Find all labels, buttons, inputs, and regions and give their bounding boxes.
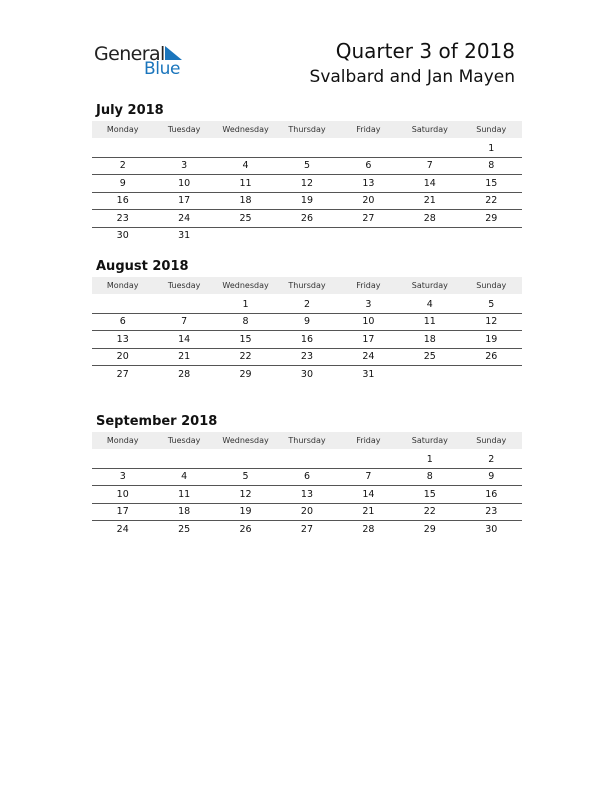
weekday-label: Thursday (288, 281, 326, 290)
page-title: Quarter 3 of 2018 (335, 39, 515, 63)
weekday-label: Thursday (288, 436, 326, 445)
day-cell: 14 (178, 333, 191, 345)
day-cell: 12 (300, 177, 314, 189)
day-cell: 25 (423, 351, 436, 363)
week-row (92, 348, 522, 366)
weekday-label: Friday (356, 281, 381, 290)
week-row (92, 451, 522, 469)
day-cell: 9 (119, 177, 126, 189)
day-cell: 16 (116, 195, 129, 207)
week-row (92, 486, 522, 504)
weekday-label: Sunday (476, 436, 507, 445)
day-cell (399, 227, 460, 244)
weekday-header-row (92, 277, 522, 294)
day-cell: 23 (485, 506, 498, 518)
week-row (92, 366, 522, 383)
day-cell: 23 (116, 212, 129, 224)
day-cell: 18 (423, 333, 436, 345)
day-cell: 9 (488, 471, 495, 483)
weekday-label: Wednesday (222, 281, 269, 290)
weekday-label: Wednesday (222, 125, 269, 134)
day-cell: 8 (242, 316, 249, 328)
day-cell: 20 (300, 506, 314, 518)
day-cell (153, 451, 214, 468)
day-cell (215, 140, 276, 157)
day-cell: 30 (116, 230, 129, 241)
generalblue-logo (94, 40, 194, 80)
day-cell: 3 (365, 299, 372, 310)
day-cell: 14 (362, 488, 375, 500)
day-cell: 26 (485, 351, 498, 363)
day-cell: 16 (300, 333, 314, 345)
day-cell: 21 (178, 351, 191, 363)
day-cell: 19 (300, 195, 314, 207)
day-cell (215, 451, 276, 468)
day-cell: 6 (303, 471, 310, 483)
day-cell: 14 (423, 177, 436, 189)
weekday-label: Monday (106, 436, 139, 445)
day-cell: 27 (300, 523, 314, 535)
day-cell (338, 451, 399, 468)
day-cell: 29 (485, 212, 498, 224)
month-title: July 2018 (96, 103, 164, 118)
day-cell: 28 (423, 212, 436, 224)
day-cell: 7 (426, 160, 433, 172)
day-cell: 31 (178, 230, 191, 241)
day-cell: 1 (242, 299, 249, 310)
day-cell: 11 (423, 316, 436, 328)
day-cell: 11 (239, 177, 252, 189)
day-cell (92, 451, 153, 468)
day-cell: 13 (362, 177, 375, 189)
day-cell: 17 (362, 333, 375, 345)
day-cell: 22 (423, 506, 436, 518)
week-row (92, 296, 522, 314)
day-cell: 28 (362, 523, 375, 535)
day-cell: 12 (485, 316, 498, 328)
day-cell: 16 (485, 488, 498, 500)
weekday-label: Friday (356, 125, 381, 134)
day-cell: 21 (423, 195, 436, 207)
weekday-label: Saturday (411, 281, 448, 290)
day-cell: 18 (239, 195, 252, 207)
weekday-label: Monday (106, 281, 139, 290)
day-cell: 2 (488, 454, 495, 465)
weekday-label: Tuesday (167, 125, 201, 134)
weekday-label: Sunday (476, 281, 507, 290)
day-cell: 24 (362, 351, 375, 363)
day-cell: 22 (239, 351, 252, 363)
day-cell: 10 (362, 316, 375, 328)
day-cell: 2 (303, 299, 310, 310)
day-cell: 27 (362, 212, 375, 224)
day-cell: 27 (116, 368, 129, 380)
day-cell: 9 (303, 316, 310, 328)
day-cell: 4 (242, 160, 249, 172)
day-cell (276, 227, 337, 244)
weekday-label: Tuesday (167, 281, 201, 290)
day-cell: 4 (426, 299, 433, 310)
day-cell (92, 140, 153, 157)
week-row (92, 192, 522, 210)
day-cell: 5 (488, 299, 495, 310)
week-row (92, 210, 522, 228)
day-cell: 13 (116, 333, 129, 345)
week-row (92, 157, 522, 175)
day-cell: 8 (488, 160, 495, 172)
day-cell: 13 (300, 488, 314, 500)
day-cell: 3 (181, 160, 188, 172)
day-cell: 19 (485, 333, 498, 345)
weekday-header-row (92, 121, 522, 138)
day-cell (338, 140, 399, 157)
day-cell (153, 296, 214, 313)
week-row (92, 140, 522, 158)
page-subtitle: Svalbard and Jan Mayen (309, 67, 515, 87)
day-cell (399, 140, 460, 157)
day-cell: 8 (426, 471, 433, 483)
day-cell: 24 (116, 523, 129, 535)
day-cell: 29 (423, 523, 436, 535)
day-cell: 18 (178, 506, 191, 518)
month-title: August 2018 (96, 259, 189, 274)
day-cell (461, 366, 522, 383)
day-cell: 15 (485, 177, 498, 189)
day-cell (461, 227, 522, 244)
day-cell: 17 (116, 506, 129, 518)
weekday-label: Friday (356, 436, 381, 445)
logo-text-blue: Blue (144, 59, 181, 79)
weekday-label: Saturday (411, 436, 448, 445)
day-cell: 25 (178, 523, 191, 535)
day-cell (276, 451, 337, 468)
day-cell: 15 (239, 333, 252, 345)
weekday-label: Monday (106, 125, 139, 134)
day-cell: 7 (365, 471, 372, 483)
day-cell: 12 (239, 488, 252, 500)
day-cell (276, 140, 337, 157)
weekday-label: Tuesday (167, 436, 201, 445)
logo-text-general: General (94, 43, 165, 65)
day-cell: 26 (239, 523, 252, 535)
day-cell: 22 (485, 195, 498, 207)
weekday-label: Saturday (411, 125, 448, 134)
day-cell: 24 (178, 212, 191, 224)
week-row (92, 331, 522, 349)
week-row (92, 313, 522, 331)
day-cell: 20 (362, 195, 375, 207)
day-cell (399, 366, 460, 383)
day-cell: 29 (239, 368, 252, 380)
day-cell: 3 (119, 471, 126, 483)
weekday-label: Sunday (476, 125, 507, 134)
day-cell: 6 (119, 316, 126, 328)
day-cell: 30 (485, 523, 498, 535)
week-row (92, 227, 522, 244)
day-cell: 30 (300, 368, 314, 380)
day-cell: 11 (178, 488, 191, 500)
day-cell: 20 (116, 351, 129, 363)
day-cell: 1 (426, 454, 433, 465)
day-cell (338, 227, 399, 244)
month-title: September 2018 (96, 414, 218, 429)
weekday-label: Thursday (288, 125, 326, 134)
day-cell: 17 (178, 195, 191, 207)
day-cell: 19 (239, 506, 252, 518)
week-row (92, 468, 522, 486)
day-cell: 2 (119, 160, 126, 172)
weekday-header-row (92, 432, 522, 449)
week-row (92, 503, 522, 521)
day-cell: 1 (488, 143, 495, 154)
week-row (92, 175, 522, 193)
day-cell: 5 (303, 160, 310, 172)
day-cell: 10 (178, 177, 191, 189)
day-cell: 10 (116, 488, 129, 500)
day-cell: 31 (362, 368, 375, 380)
day-cell: 5 (242, 471, 249, 483)
day-cell: 15 (423, 488, 436, 500)
day-cell: 6 (365, 160, 372, 172)
day-cell (153, 140, 214, 157)
day-cell: 28 (178, 368, 191, 380)
weekday-label: Wednesday (222, 436, 269, 445)
week-row (92, 521, 522, 538)
day-cell: 7 (181, 316, 188, 328)
day-cell: 26 (300, 212, 314, 224)
day-cell: 21 (362, 506, 375, 518)
day-cell: 25 (239, 212, 252, 224)
day-cell: 23 (300, 351, 314, 363)
day-cell (92, 296, 153, 313)
day-cell: 4 (181, 471, 188, 483)
day-cell (215, 227, 276, 244)
